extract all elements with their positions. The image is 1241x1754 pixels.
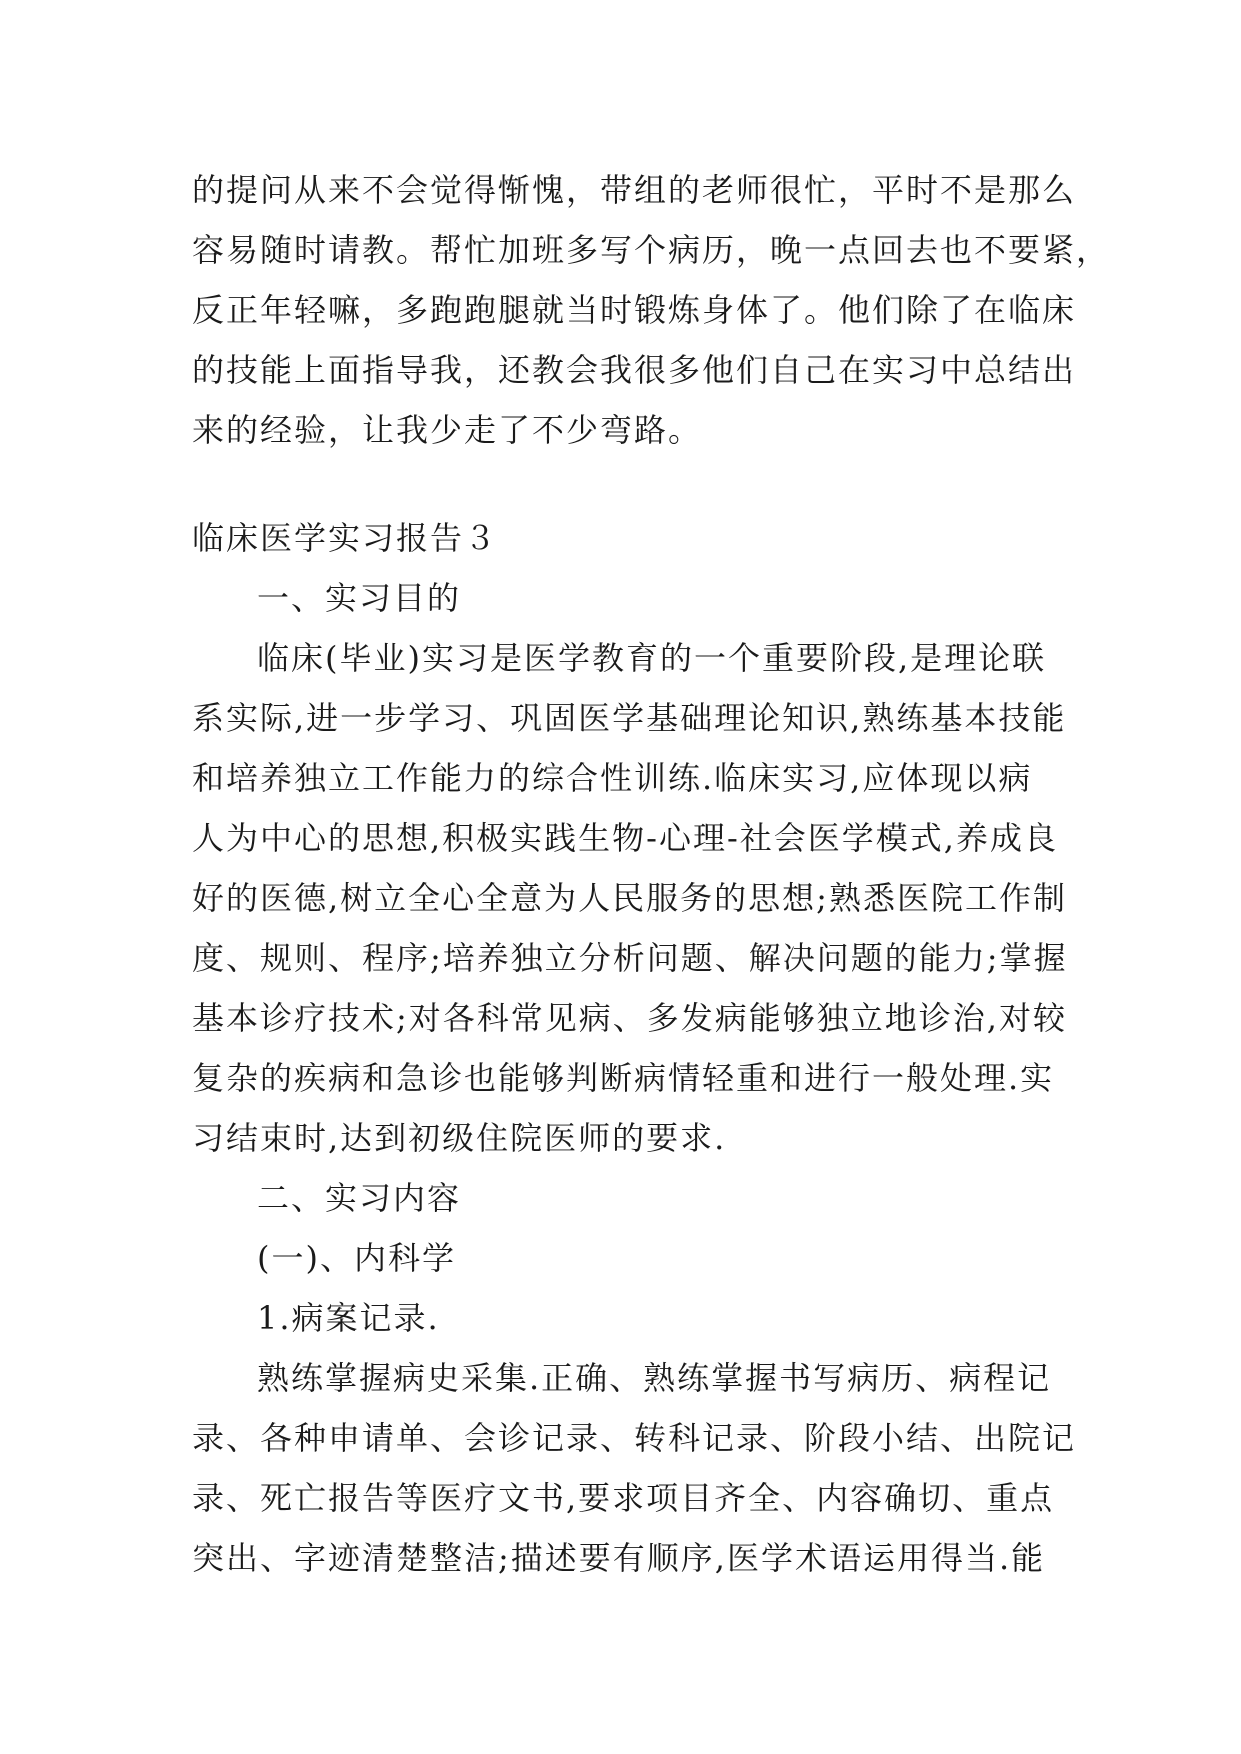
paragraph-continuation	[192, 160, 1111, 460]
text-line: 突出、字迹清楚整洁;描述要有顺序,医学术语运用得当.能	[192, 1539, 1046, 1577]
text-line: 基本诊疗技术;对各科常见病、多发病能够独立地诊治,对较	[192, 999, 1067, 1037]
paragraph-medical-records	[192, 1348, 1077, 1588]
text-line: 复杂的疾病和急诊也能够判断病情轻重和进行一般处理.实	[192, 1059, 1055, 1097]
text-line: 的技能上面指导我，还教会我很多他们自己在实习中总结出	[192, 351, 1077, 389]
text-line: 录、各种申请单、会诊记录、转科记录、阶段小结、出院记	[192, 1419, 1077, 1457]
section-heading-purpose: 一、实习目的	[257, 579, 462, 617]
text-line: 习结束时,达到初级住院医师的要求.	[192, 1119, 727, 1157]
item-heading-medical-records: 1.病案记录.	[257, 1299, 440, 1337]
paragraph-purpose	[192, 628, 1068, 1168]
text-line: 熟练掌握病史采集.正确、熟练掌握书写病历、病程记	[257, 1359, 1052, 1397]
paragraph-gap	[192, 460, 1052, 508]
report-title: 临床医学实习报告３	[192, 519, 499, 557]
text-line: 和培养独立工作能力的综合性训练.临床实习,应体现以病	[192, 759, 1033, 797]
text-line: 度、规则、程序;培养独立分析问题、解决问题的能力;掌握	[192, 939, 1068, 977]
text-line: 容易随时请教。帮忙加班多写个病历，晚一点回去也不要紧，	[192, 231, 1111, 269]
text-line: 反正年轻嘛，多跑跑腿就当时锻炼身体了。他们除了在临床	[192, 291, 1077, 329]
document-page	[192, 160, 1111, 1588]
section-heading-content: 二、实习内容	[257, 1179, 462, 1217]
text-line: 好的医德,树立全心全意为人民服务的思想;熟悉医院工作制	[192, 879, 1067, 917]
text-line: 录、死亡报告等医疗文书,要求项目齐全、内容确切、重点	[192, 1479, 1055, 1517]
text-line: 人为中心的思想,积极实践生物-心理-社会医学模式,养成良	[192, 819, 1058, 857]
text-line: 临床(毕业)实习是医学教育的一个重要阶段,是理论联	[257, 639, 1047, 677]
text-line: 系实际,进一步学习、巩固医学基础理论知识,熟练基本技能	[192, 699, 1067, 737]
text-line: 的提问从来不会觉得惭愧，带组的老师很忙，平时不是那么	[192, 171, 1077, 209]
subsection-heading-internal-medicine: (一)、内科学	[257, 1239, 456, 1277]
text-line: 来的经验，让我少走了不少弯路。	[192, 411, 703, 449]
